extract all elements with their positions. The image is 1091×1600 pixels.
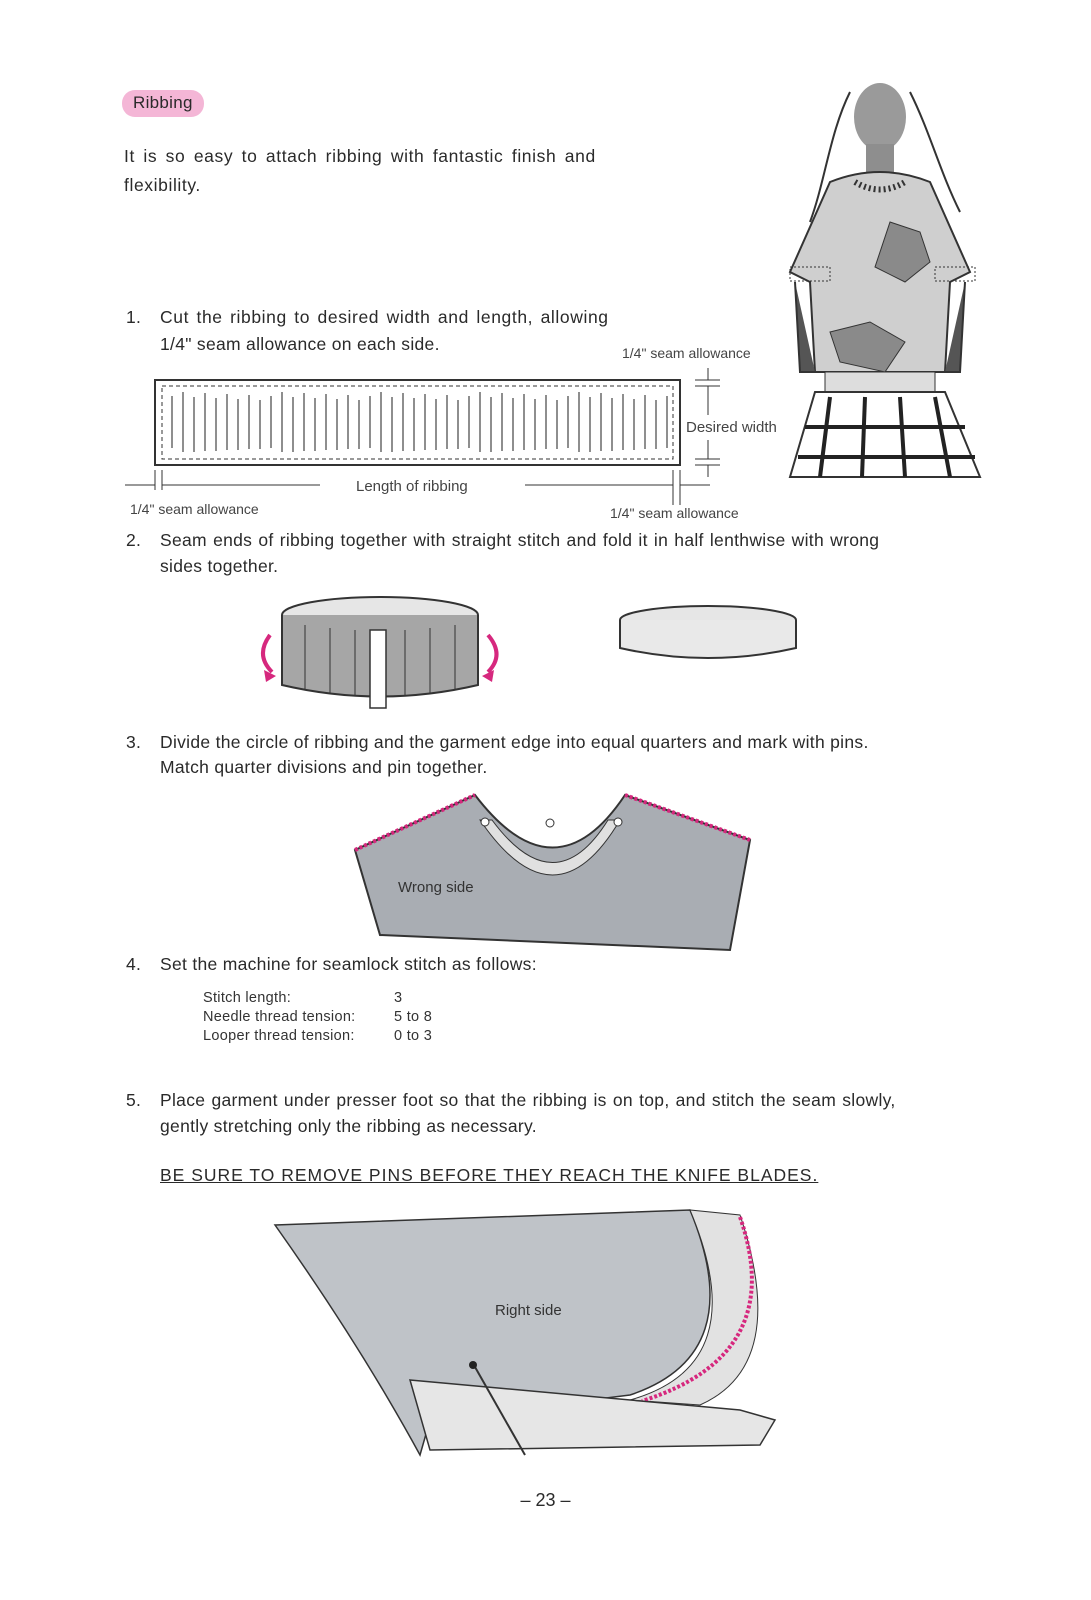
seam-allowance-right-label: 1/4" seam allowance	[610, 505, 739, 521]
ribbing-loop-diagram	[250, 590, 810, 720]
warning-text: BE SURE TO REMOVE PINS BEFORE THEY REACH THE KNIFE BLADES.	[160, 1165, 819, 1185]
settings-row: Stitch length: 3	[203, 990, 403, 1006]
desired-width-label: Desired width	[686, 419, 777, 436]
seam-allowance-left-label: 1/4" seam allowance	[130, 501, 259, 517]
intro-text: It is so easy to attach ribbing with fantastic finish and flexibility.	[124, 146, 596, 195]
seam-allowance-top-label: 1/4" seam allowance	[622, 345, 751, 361]
page-number: – 23 –	[520, 1490, 571, 1510]
length-label: Length of ribbing	[356, 478, 468, 495]
settings-row: Looper thread tension: 0 to 3	[203, 1028, 433, 1044]
right-side-label: Right side	[495, 1302, 562, 1319]
wrong-side-label: Wrong side	[398, 879, 474, 896]
section-badge: Ribbing	[122, 90, 204, 117]
settings-table	[203, 990, 432, 1047]
settings-row: Needle thread tension: 5 to 8	[203, 1009, 433, 1025]
neckline-wrong-side-diagram	[350, 790, 760, 955]
ribbing-strip-diagram	[120, 340, 820, 530]
right-side-diagram	[270, 1205, 790, 1475]
